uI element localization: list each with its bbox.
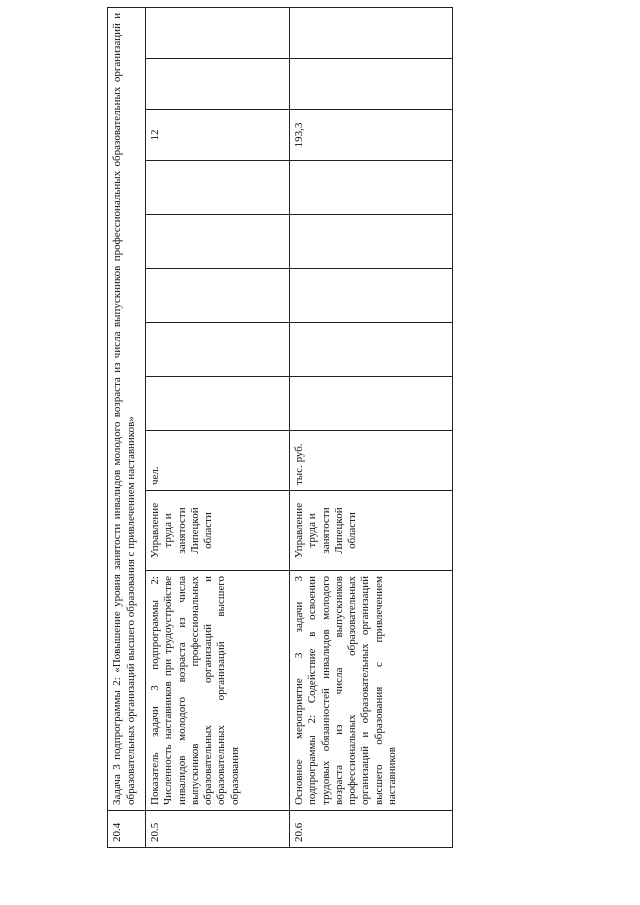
value-cell (146, 215, 290, 269)
row-number: 20.5 (146, 811, 290, 848)
table-row (108, 7, 146, 847)
executor: Управление труда и занятости Липецкой области (146, 491, 290, 571)
value-cell (290, 323, 453, 377)
row-number: 20.4 (108, 811, 146, 848)
value-cell (290, 7, 453, 58)
task-title: Задача 3 подпрограммы 2: «Повышение уровня занятости инвалидов молодого возраста из числа выпускников профессиональных образовательных организаций и образовательных организаций высшего образования с привлечением наставников» (108, 7, 146, 810)
value-cell (290, 215, 453, 269)
activity-name: Основное мероприятие 3 задачи 3 подпрограммы 2: Содействие в освоении трудовых обязанностей инвалидов молодого возраста из числа выпускников профессиональных образовательных организаций и образовательных организаций высшего образования с привлечением наставников (290, 571, 453, 811)
rotated-page (107, 12, 452, 848)
value-cell (146, 161, 290, 215)
value-cell (146, 323, 290, 377)
indicator-name: Показатель задачи 3 подпрограммы 2: Численность наставников при трудоустройстве инвалидов молодого возраста из числа выпускников профессиональных образовательных организаций и образовательных организаций высшего образования (146, 571, 290, 811)
table-row (290, 7, 453, 847)
executor: Управление труда и занятости Липецкой области (290, 491, 453, 571)
value-cell (146, 59, 290, 110)
value-cell (146, 269, 290, 323)
value-cell (290, 59, 453, 110)
program-table (107, 7, 453, 848)
table-row (146, 7, 290, 847)
row-number: 20.6 (290, 811, 453, 848)
unit: чел. (146, 431, 290, 491)
value-cell (290, 269, 453, 323)
value-cell (146, 377, 290, 431)
value-cell: 12 (146, 110, 290, 161)
value-cell: 193,3 (290, 110, 453, 161)
unit: тыс. руб. (290, 431, 453, 491)
value-cell (290, 377, 453, 431)
value-cell (146, 7, 290, 58)
value-cell (290, 161, 453, 215)
